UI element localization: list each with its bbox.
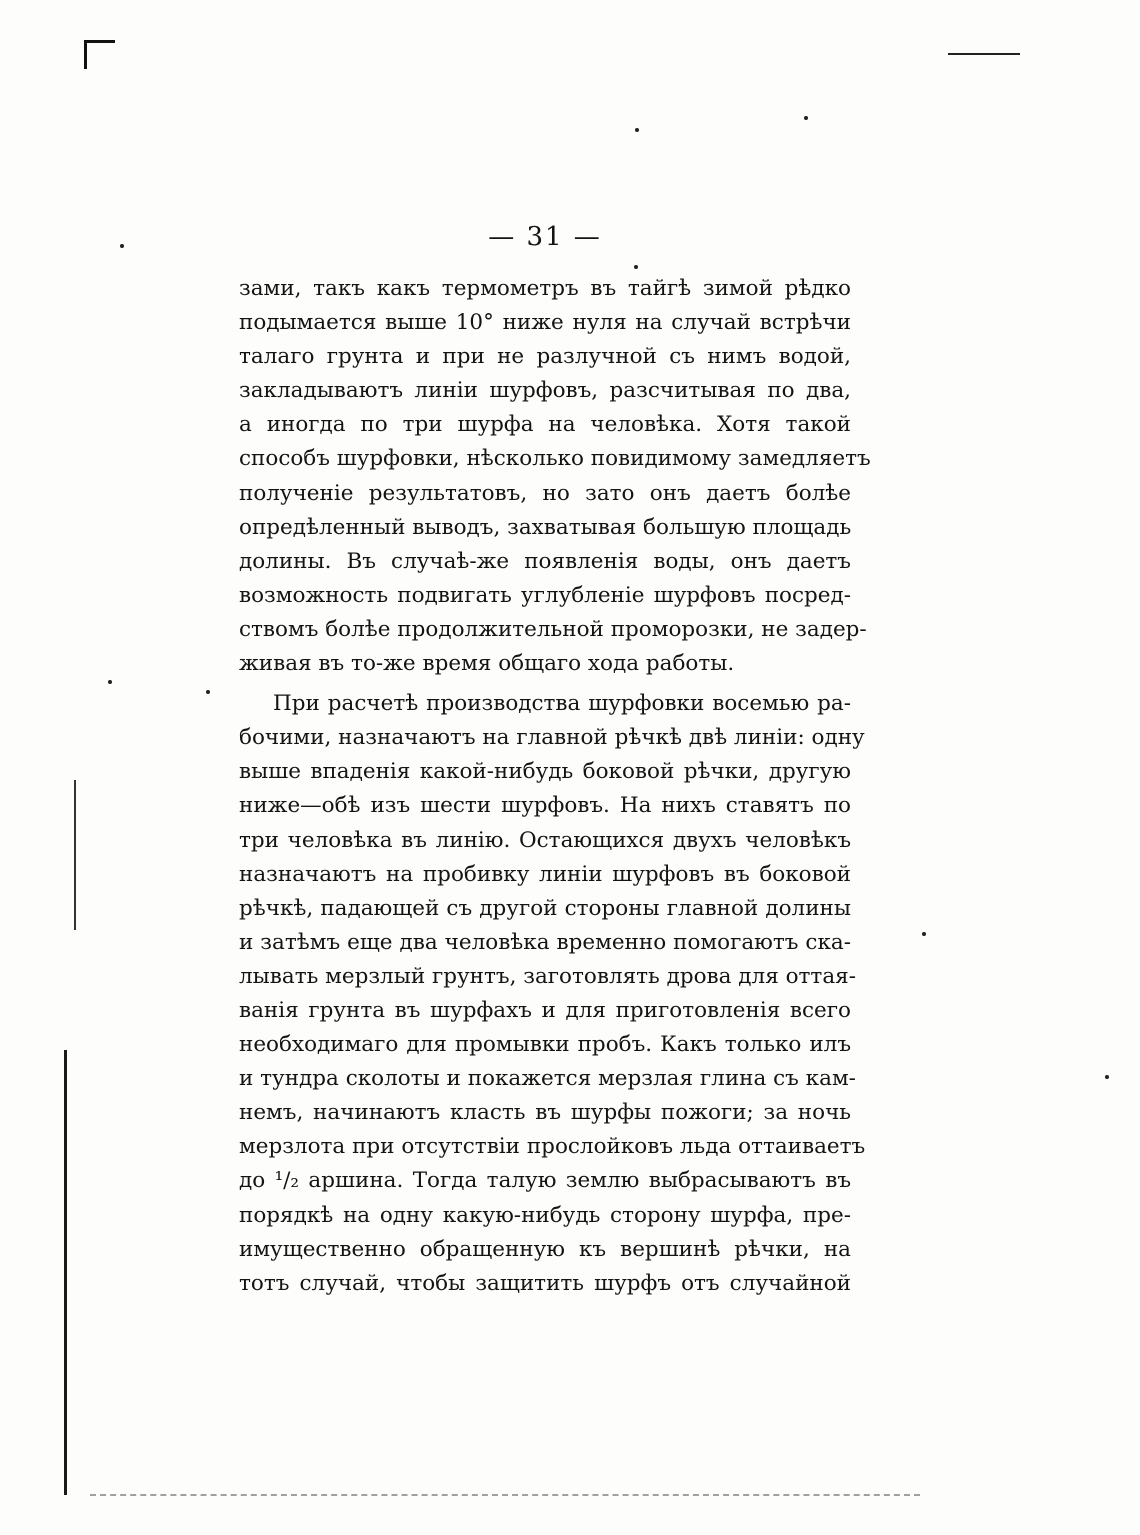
page-number: — 31 — <box>488 222 602 252</box>
text-line: закладываютъ линіи шурфовъ, разсчитывая по два, <box>239 378 851 404</box>
text-line: до ¹/₂ аршина. Тогда талую землю выбрасываютъ въ <box>239 1168 851 1194</box>
scan-speck <box>635 128 639 132</box>
text-line: и тундра сколоты и покажется мерзлая глина съ кам- <box>239 1066 856 1092</box>
text-line: зами, такъ какъ термометръ въ тайгѣ зимой рѣдко <box>239 276 851 301</box>
text-line: а иногда по три шурфа на человѣка. Хотя такой <box>239 412 851 438</box>
scan-speck <box>634 265 638 269</box>
corner-crop-mark <box>84 40 115 69</box>
text-line: полученіе результатовъ, но зато онъ даетъ болѣе <box>239 480 851 506</box>
text-line: выше впаденія какой-нибудь боковой рѣчки, другую <box>239 759 851 785</box>
scan-speck <box>108 680 112 684</box>
text-line: возможность подвигать углубленіе шурфовъ посред- <box>239 582 851 608</box>
binding-edge-line <box>64 1050 67 1495</box>
body-text <box>239 272 871 1301</box>
text-line: ствомъ болѣе продолжительной проморозки, не задер- <box>239 616 867 642</box>
scan-speck <box>804 116 808 120</box>
text-line: рѣчкѣ, падающей съ другой стороны главной долины <box>239 895 851 921</box>
paragraph-2 <box>239 687 866 1301</box>
text-line: мерзлота при отсутствіи прослойковъ льда оттаиваетъ <box>239 1134 866 1160</box>
text-line: три человѣка въ линію. Остающихся двухъ человѣкъ <box>239 827 851 853</box>
top-edge-rule <box>948 53 1020 55</box>
text-line: бочими, назначаютъ на главной рѣчкѣ двѣ линіи: одну <box>239 725 865 751</box>
text-line: имущественно обращенную къ вершинѣ рѣчки, на <box>239 1236 851 1262</box>
scan-speck <box>206 690 210 694</box>
binding-edge-line-upper <box>74 780 76 930</box>
text-line: долины. Въ случаѣ-же появленія воды, онъ даетъ <box>239 548 851 574</box>
scan-speck <box>922 932 926 936</box>
text-line: опредѣленный выводъ, захватывая большую площадь <box>239 514 852 540</box>
text-line: необходимаго для промывки пробъ. Какъ только илъ <box>239 1032 851 1058</box>
text-line: тотъ случай, чтобы защитить шурфъ отъ случайной <box>239 1270 851 1296</box>
text-line: живая въ то-же время общаго хода работы. <box>239 651 735 677</box>
bottom-scan-artifact <box>90 1494 920 1498</box>
text-line: подымается выше 10° ниже нуля на случай встрѣчи <box>239 310 851 336</box>
text-line: ниже—обѣ изъ шести шурфовъ. На нихъ ставятъ по <box>239 793 851 819</box>
text-line: лывать мерзлый грунтъ, заготовлять дрова для оттая- <box>239 963 856 989</box>
text-line: ванія грунта въ шурфахъ и для приготовленія всего <box>239 997 851 1023</box>
text-line: порядкѣ на одну какую-нибудь сторону шурфа, пре- <box>239 1202 851 1228</box>
text-line: и затѣмъ еще два человѣка временно помогаютъ ска- <box>239 929 851 955</box>
text-line: талаго грунта и при не разлучной съ нимъ водой, <box>239 344 851 370</box>
text-line: немъ, начинаютъ класть въ шурфы пожоги; за ночь <box>239 1100 851 1126</box>
scan-speck <box>1105 1075 1109 1079</box>
text-line: назначаютъ на пробивку линіи шурфовъ въ боковой <box>239 861 851 887</box>
paragraph-1 <box>239 272 871 681</box>
text-line: способъ шурфовки, нѣсколько повидимому замедляетъ <box>239 446 871 472</box>
text-line: При расчетѣ производства шурфовки восемью ра- <box>273 691 851 717</box>
